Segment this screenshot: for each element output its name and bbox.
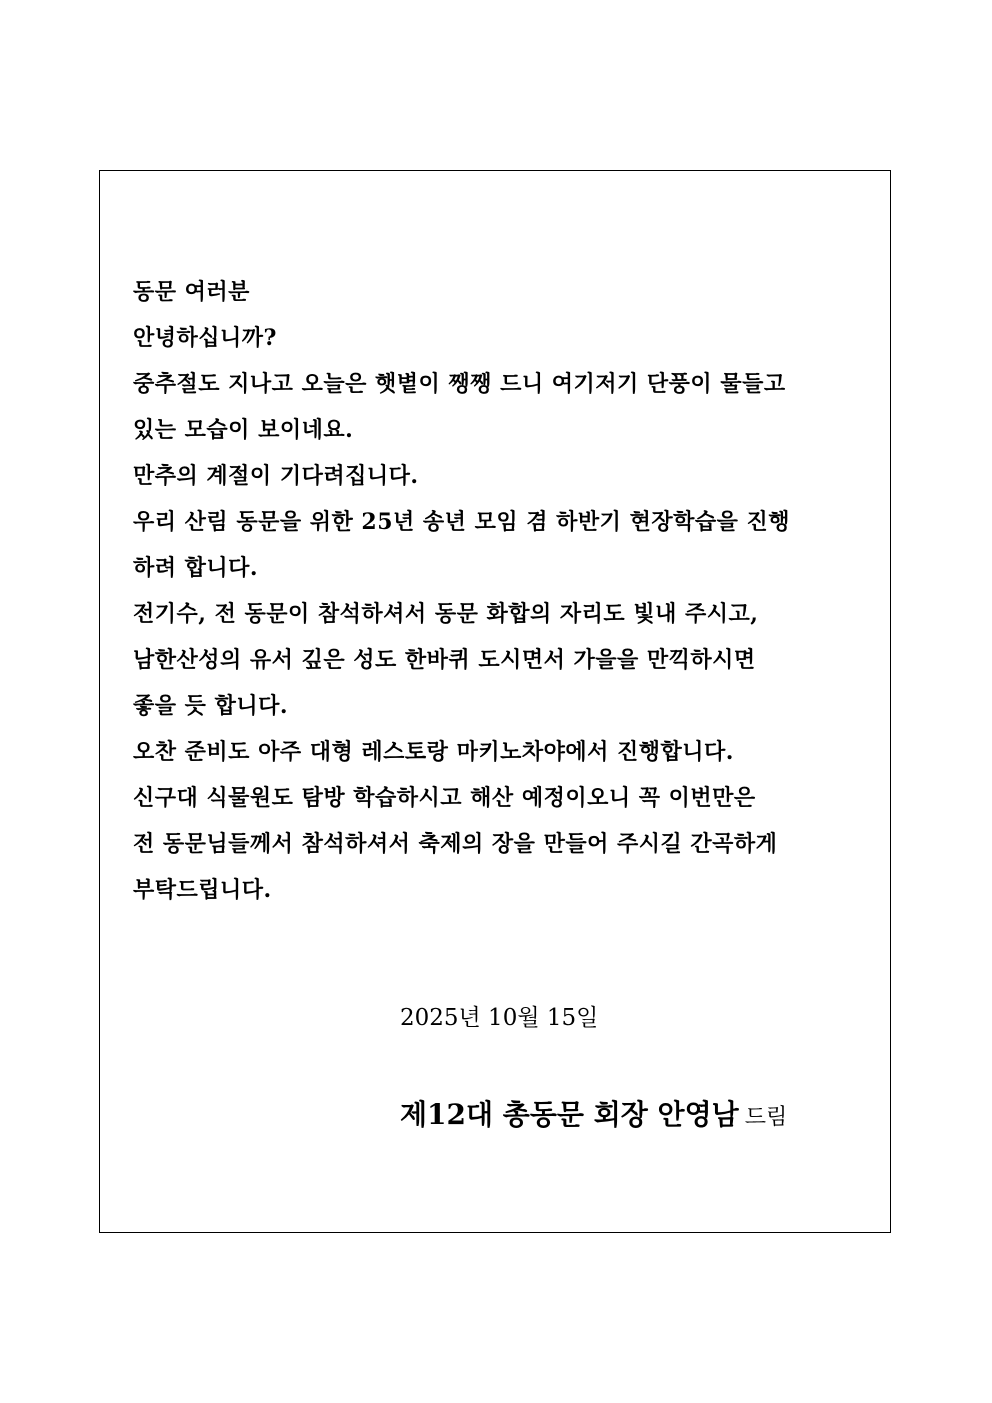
body-line: 하려 합니다. bbox=[133, 555, 259, 581]
signature-name: 제12대 총동문 회장 안영남 bbox=[400, 1098, 739, 1131]
body-line: 만추의 계절이 기다려집니다. bbox=[133, 463, 419, 489]
body-line: 남한산성의 유서 깊은 성도 한바퀴 도시면서 가을을 만끽하시면 bbox=[133, 647, 756, 673]
body-line: 오찬 준비도 아주 대형 레스토랑 마키노차야에서 진행합니다. bbox=[133, 739, 734, 765]
body-line: 전기수, 전 동문이 참석하셔서 동문 화합의 자리도 빛내 주시고, bbox=[133, 601, 759, 627]
signature bbox=[400, 1093, 787, 1133]
letter-date: 2025년 10월 15일 bbox=[400, 1005, 599, 1031]
body-line: 있는 모습이 보이네요. bbox=[133, 417, 354, 443]
letter-frame bbox=[99, 170, 891, 1233]
closing-line: 부탁드립니다. bbox=[133, 877, 272, 903]
letter-body bbox=[133, 269, 873, 913]
greeting-line: 동문 여러분 bbox=[133, 279, 250, 305]
body-line: 좋을 듯 합니다. bbox=[133, 693, 288, 719]
body-line: 전 동문님들께서 참석하셔서 축제의 장을 만들어 주시길 간곡하게 bbox=[133, 831, 778, 857]
body-line: 우리 산림 동문을 위한 25년 송년 모임 겸 하반기 현장학습을 진행 bbox=[133, 509, 791, 535]
salutation-line: 안녕하십니까? bbox=[133, 325, 277, 351]
signature-suffix: 드림 bbox=[744, 1105, 788, 1130]
body-line: 신구대 식물원도 탐방 학습하시고 해산 예정이오니 꼭 이번만은 bbox=[133, 785, 756, 811]
body-line: 중추절도 지나고 오늘은 햇볕이 쨍쨍 드니 여기저기 단풍이 물들고 bbox=[133, 371, 786, 397]
